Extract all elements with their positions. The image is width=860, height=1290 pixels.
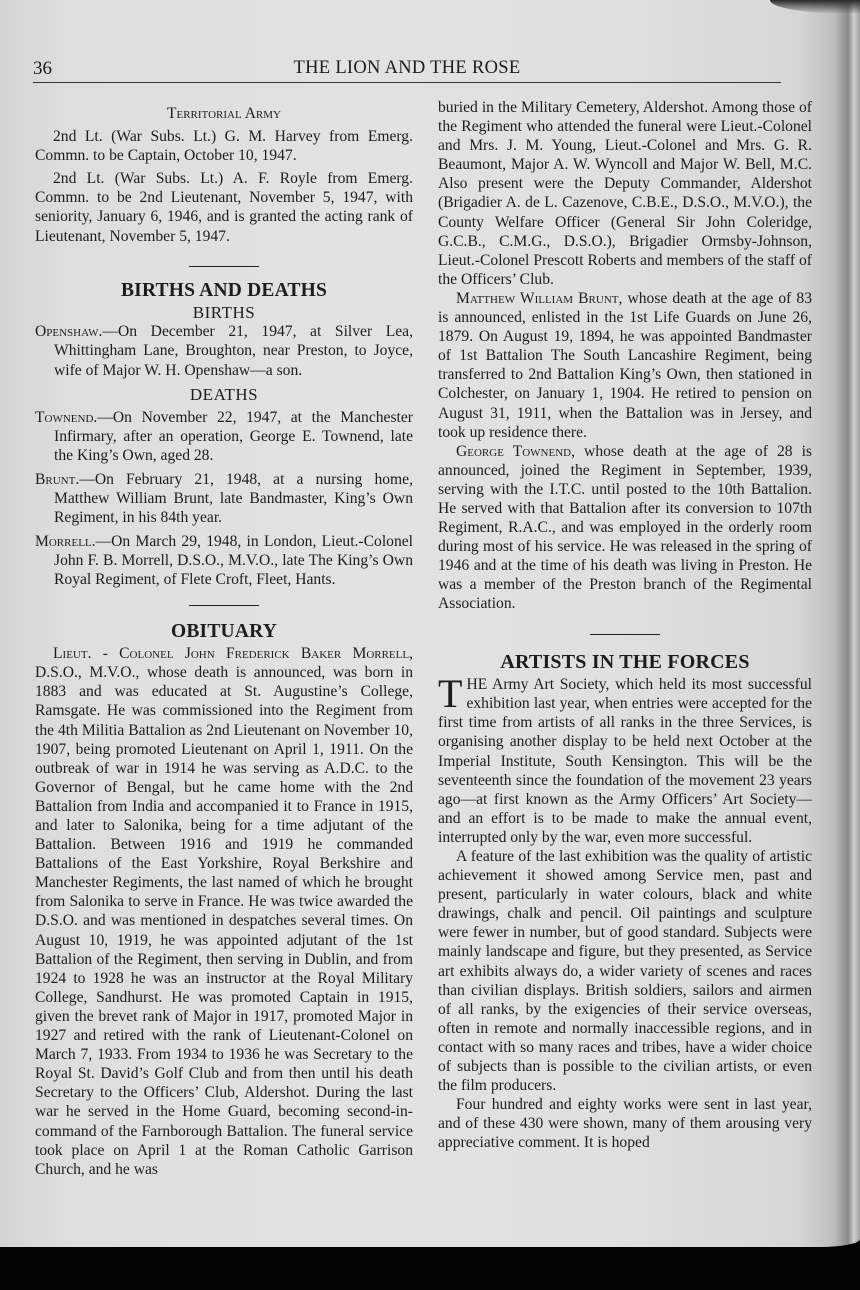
territorial-army-entry: 2nd Lt. (War Subs. Lt.) A. F. Royle from Emerg. Commn. to be 2nd Lieutenant, November 5, 1947, with seniority, January 6, 1946, and is granted the acting rank of Lieutenant, November 5, 1947. xyxy=(35,170,413,245)
obituary-text: whose death at the age of 83 is announced, enlisted in the 1st Life Guards on June 26, 1879. On August 19, 1894, he was appointed Bandmaster of 1st Battalion The South Lancashire Regiment, being transferred to 2nd Battalion King’s Own, then stationed in Colchester, on January 1, 1904. He retired to pension on August 31, 1911, when the Battalion was in Jersey, and took up residence there. xyxy=(438,289,812,441)
artists-paragraph xyxy=(438,671,812,847)
artists-paragraph: A feature of the last exhibition was the quality of artistic achievement it showed among Service men, past and present, particularly in water colours, black and white drawings, chalk and pencil. Oil paintings and sculpture were fewer in number, but of good standard. Subjects were mainly landscape and figure, but they presented, as Service art exhibits always do, a wider variety of scenes and races than civilian displays. British soldiers, sailors and airmen of all ranks, by the exigencies of their service overseas, often in remote and normally inaccessible regions, and in contact with so many races and tribes, have a wider choice of subjects than is possible to the civilian artists, or even the film producers. xyxy=(438,847,812,1095)
death-notice xyxy=(35,408,413,465)
page-corner-shadow xyxy=(770,0,860,14)
obituary-lead-name: Matthew William Brunt, xyxy=(456,289,623,307)
death-text: —On March 29, 1948, in London, Lieut.-Colonel John F. B. Morrell, D.S.O., M.V.O., late The King’s Own Royal Regiment, of Flete Croft, Fleet, Hants. xyxy=(54,533,413,589)
territorial-army-entry: 2nd Lt. (War Subs. Lt.) G. M. Harvey from Emerg. Commn. to be Captain, October 10, 1947. xyxy=(35,128,413,165)
right-column xyxy=(438,98,812,1152)
birth-name: Openshaw. xyxy=(35,323,103,341)
territorial-army-heading: Territorial Army xyxy=(167,105,281,122)
death-name: Morrell. xyxy=(35,533,96,551)
obituary-text: D.S.O., M.V.O., whose death is announced, was born in 1883 and was educated at St. Augustine’s College, Ramsgate. He was commissioned into the Regiment from the 4th Militia Battalion as 2nd Lieutenant on November 10, 1907, being promoted Lieutenant on April 1, 1911. On the outbreak of war in 1914 he was serving as A.D.C. to the Governor of Bengal, but he came home with the 2nd Battalion from India and accompanied it to France in 1915, and later to Salonika, being for a time adjutant of the Battalion. Between 1916 and 1919 he commanded Battalions of the East Yorkshire, Royal Berkshire and Manchester Regiments, the last named of which he brought from Salonika to serve in France. He was twice awarded the D.S.O. and was mentioned in despatches several times. On August 10, 1919, he was appointed adjutant of the 1st Battalion of the Regiment, then serving in Dublin, and from 1924 to 1928 he was an instructor at the Royal Military College, Sandhurst. He was promoted Captain in 1915, given the brevet rank of Major in 1917, promoted Major in 1927 and retired with the rank of Lieutenant-Colonel on March 7, 1933. From 1934 to 1936 he was Secretary to the Royal St. David’s Golf Club and from then until his death Secretary to the Officers’ Club, Aldershot. During the last war he served in the Home Guard, becoming second-in-command of the Farnborough Battalion. The funeral service took place on April 1 at the Roman Catholic Garrison Church, and he was xyxy=(35,664,413,1178)
obituary-text: whose death at the age of 28 is announced, joined the Regiment in September, 1939, serving with the I.T.C. until posted to the 10th Battalion. He served with that Battalion after its conversion to 107th Regiment, R.A.C., and was employed in the orderly room during most of his service. He was released in the spring of 1946 and at the time of his death was living in Preston. He was a member of the Preston branch of the Regimental Association. xyxy=(438,442,812,613)
births-and-deaths-title: BIRTHS AND DEATHS xyxy=(120,280,328,302)
obituary-lead-name: Lieut. - Colonel John Frederick Baker Morrell, xyxy=(53,645,413,663)
birth-notice xyxy=(35,322,413,379)
drop-cap: T xyxy=(438,671,463,717)
obituary-brunt xyxy=(438,289,812,442)
artists-paragraph-text: HE Army Art Society, which held its most successful exhibition last year, when entries were accepted for the first time from artists of all ranks in the three Services, is organising another display to be held next October at the Imperial Institute, South Kensington. This will be the seventeenth since the foundation of the movement 23 years ago—at first known as the Army Officers’ Art Society—and an effort is to be made to make the annual event, interrupted only by the war, even more successful. xyxy=(438,676,812,846)
birth-text: —On December 21, 1947, at Silver Lea, Whittingham Lane, Broughton, near Preston, to Joyce, wife of Major W. H. Openshaw—a son. xyxy=(54,323,413,379)
obituary-morrell xyxy=(35,644,413,1179)
death-name: Townend. xyxy=(35,408,98,426)
death-text: —On November 22, 1947, at the Manchester Infirmary, after an operation, George E. Townend, late the King’s Own, aged 28. xyxy=(54,408,413,464)
obituary-townend xyxy=(438,442,812,614)
births-heading: BIRTHS xyxy=(192,303,256,323)
running-title: THE LION AND THE ROSE xyxy=(293,58,521,78)
running-header xyxy=(33,56,781,83)
death-name: Brunt. xyxy=(35,471,80,488)
left-column xyxy=(35,98,413,1179)
obituary-morrell-continued: buried in the Military Cemetery, Aldershot. Among those of the Regiment who attended the funeral were Lieut.-Colonel and Mrs. J. M. Young, Lieut.-Colonel and Mrs. G. R. Beaumont, Major A. W. Wyncoll and Major W. Bell, M.C. Also present were the Deputy Commander, Aldershot (Brigadier A. de L. Cazenove, C.B.E., D.S.O., M.V.O.), the County Welfare Officer (General Sir John Coleridge, G.C.B., C.M.G., D.S.O.), Brigadier Ormsby-Johnson, Lieut.-Colonel Prescott Roberts and members of the staff of the Officers’ Club. xyxy=(438,99,812,288)
deaths-heading: DEATHS xyxy=(189,384,259,404)
death-notice xyxy=(35,532,413,589)
scan-background xyxy=(0,1247,860,1290)
obituary-title: OBITUARY xyxy=(170,621,277,643)
page-number: 36 xyxy=(33,58,52,79)
artists-paragraph: Four hundred and eighty works were sent in last year, and of these 430 were shown, many of them arousing very appreciative comment. It is hoped xyxy=(438,1096,812,1152)
obituary-lead-name: George Townend, xyxy=(456,442,575,460)
artists-title: ARTISTS IN THE FORCES xyxy=(500,651,750,674)
death-notice xyxy=(35,470,413,527)
death-text: —On February 21, 1948, at a nursing home, Matthew William Brunt, late Bandmaster, King’s Own Regiment, in his 84th year. xyxy=(54,471,413,527)
